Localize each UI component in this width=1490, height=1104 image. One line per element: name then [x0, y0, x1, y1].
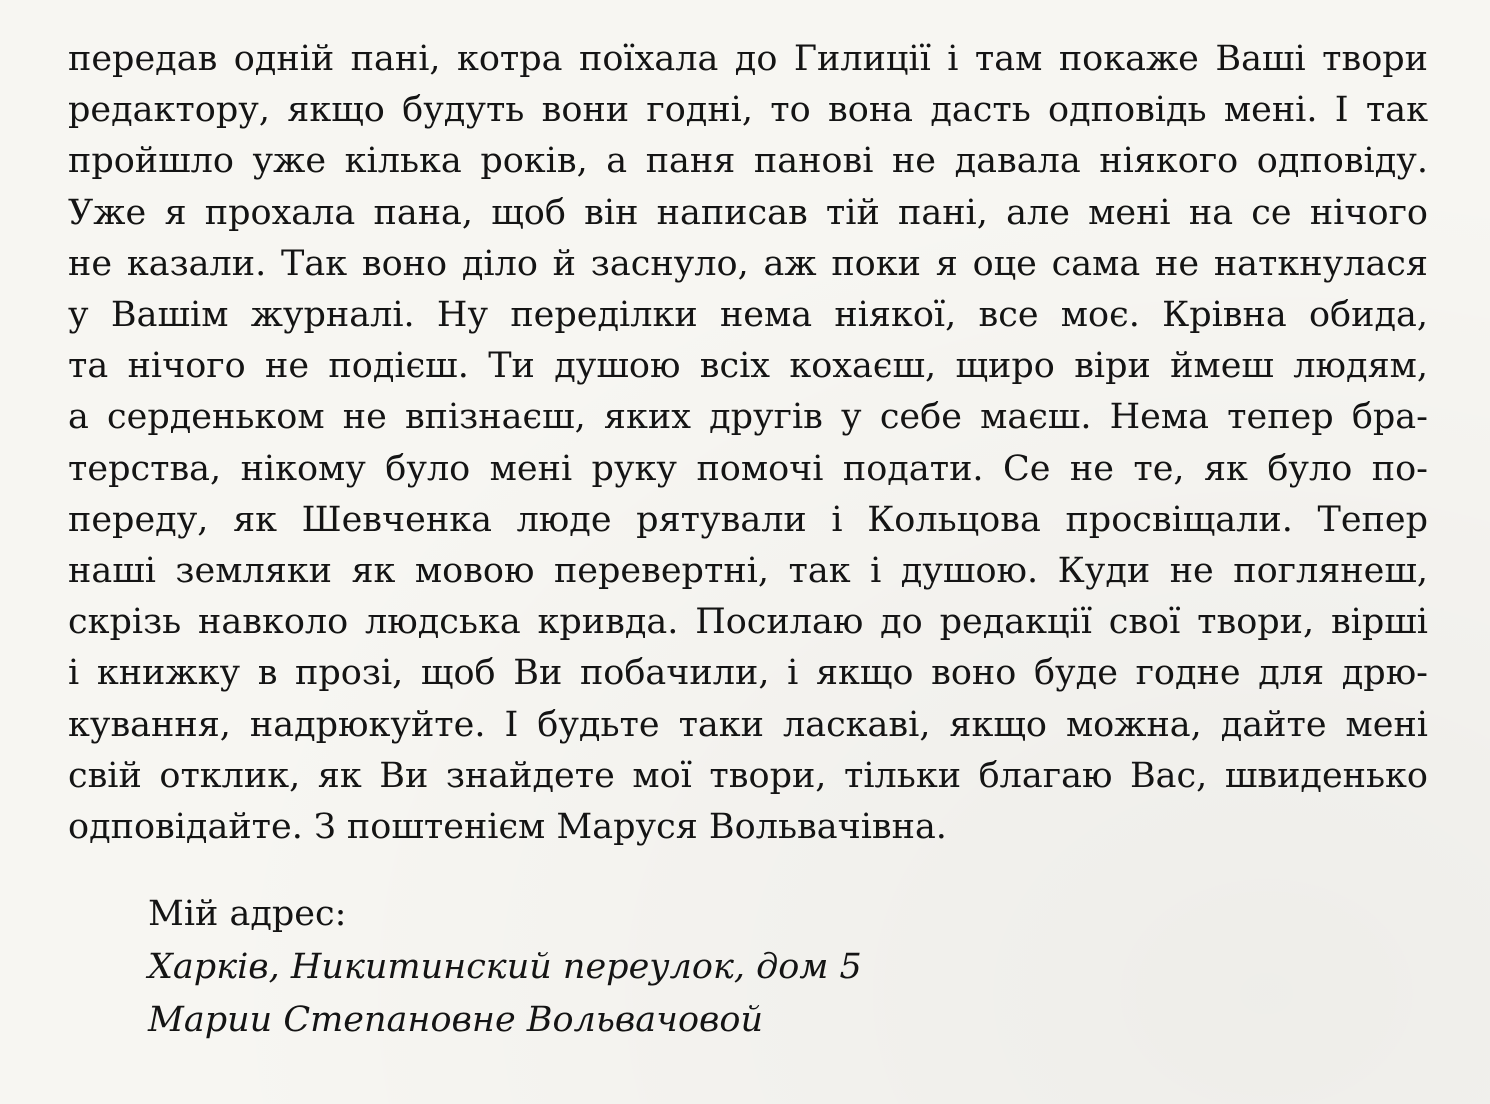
letter-line: а серденьком не впізнаєш, яких другів у себе маєш. Нема тепер бра-	[68, 397, 1428, 438]
letter-closing-line: одповідайте. З поштенієм Маруся Вольвачівна.	[68, 807, 947, 848]
address-block	[148, 888, 862, 1047]
address-street: Харків, Никитинский переулок, дом 5	[148, 947, 862, 987]
letter-line: переду, як Шевченка люде рятували і Кольцова просвіщали. Тепер	[68, 499, 1428, 540]
letter-line: пройшло уже кілька років, а паня панові не давала ніякого одповіду.	[68, 141, 1428, 182]
letter-line: скрізь навколо людська кривда. Посилаю до редакції свої твори, вірші	[68, 602, 1428, 643]
letter-line: передав одній пані, котра поїхала до Гилиції і там покаже Ваші твори	[68, 39, 1428, 79]
letter-line: та нічого не подієш. Ти душою всіх кохаєш, щиро віри ймеш людям,	[68, 346, 1428, 387]
letter-line: і книжку в прозі, щоб Ви побачили, і якщо воно буде годне для дрю-	[68, 653, 1428, 694]
letter-body	[68, 34, 1428, 853]
letter-line: не казали. Так воно діло й заснуло, аж поки я оце сама не наткнулася	[68, 243, 1428, 284]
letter-line: Уже я прохала пана, щоб він написав тій пані, але мені на се нічого	[68, 192, 1428, 233]
letter-line: свій отклик, як Ви знайдете мої твори, тільки благаю Вас, швиденько	[68, 755, 1428, 796]
address-recipient: Марии Степановне Вольвачовой	[148, 1000, 763, 1040]
letter-line: терства, нікому було мені руку помочі подати. Се не те, як було по-	[68, 448, 1428, 489]
letter-line: редактору, якщо будуть вони годні, то вона дасть одповідь мені. І так	[68, 90, 1428, 131]
letter-line: наші земляки як мовою перевертні, так і душою. Куди не поглянеш,	[68, 551, 1428, 592]
address-label: Мій адрес:	[148, 894, 347, 934]
letter-line: у Вашім журналі. Ну переділки нема ніякої, все моє. Крівна обида,	[68, 295, 1428, 336]
letter-line: кування, надрюкуйте. І будьте таки ласкаві, якщо можна, дайте мені	[68, 704, 1428, 745]
